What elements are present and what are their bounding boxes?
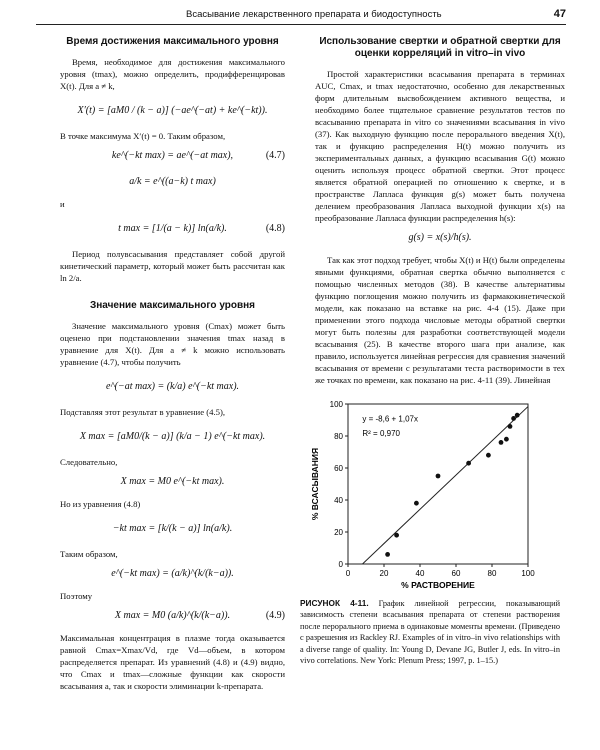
regression-equation: y = -8,6 + 1,07x — [362, 414, 418, 424]
paragraph: Подставляя этот результат в уравнение (4.5), — [60, 407, 226, 417]
data-point — [511, 416, 516, 421]
paragraph: и — [60, 199, 65, 209]
y-tick-label: 40 — [334, 496, 343, 505]
equation-4-8: t max = [1/(a − k)] ln(a/k). (4.8) — [118, 223, 285, 234]
y-tick-label: 80 — [334, 432, 343, 441]
y-tick-label: 100 — [329, 400, 343, 409]
equation-4-9: X max = M0 (a/k)^(k/(k−a)). (4.9) — [114, 610, 285, 621]
page-header — [36, 8, 566, 25]
figure-caption-text: График линейной регрессии, показывающий зависимость степени всасывания препарата от степени растворения после перорального приема в одинаковые моменты времени. (Приведено с разрешения из Rackley RJ. Examples of in vitro–in vivo relationships with a diverse range of quality. In: Young D, Devane JG, Butler J, eds. In vitro–in vivo correlations. New York: Plenum Press; 1997, p. 1–15.) — [300, 599, 561, 666]
page-number: 47 — [553, 8, 566, 20]
data-point — [436, 474, 441, 479]
data-point — [504, 437, 509, 442]
y-tick-label: 60 — [334, 464, 343, 473]
section-title-tmax: Время достижения максимального уровня — [66, 36, 279, 47]
right-column — [315, 28, 565, 386]
paragraph: Время, необходимое для достижения максимального уровня (tmax), можно определить, продифференцировав X(t). Для a ≠ k, — [60, 57, 285, 91]
equation: X max = M0 e^(−kt max). — [120, 476, 225, 487]
data-point — [385, 552, 390, 557]
equation: g(s) = x(s)/h(s). — [408, 232, 472, 243]
equation: X max = [aM0/(k − a)] (k/a − 1) e^(−kt max). — [79, 431, 266, 442]
data-point — [394, 533, 399, 538]
figure-caption — [300, 598, 560, 666]
paragraph: Период полувсасывания представляет собой другой кинетический параметр, который может быть рассчитан как ln 2/a. — [60, 249, 285, 283]
x-tick-label: 60 — [451, 569, 461, 578]
paragraph: Так как этот подход требует, чтобы X(t) и H(t) были определены явными функциями, обратная свертка обычно выполняется с помощью численных методов (38). В качестве альтернативы функцию поглощения можно получить из фармакокинетической модели, как показано на вставке на рис. 4-4 (15). Даже при применении этого подхода числовые методы обратной свертки могут быть полезны для разработки соответствующей модели всасывания (25). В качестве второго шага при анализе, как правило, используется линейная регрессия для сравнения значений всасывания от времени с результатами теста растворимости в тех же точках по времени, как показано на рис. 4-11 (39). Линейная — [315, 255, 565, 385]
scatter-chart — [300, 396, 540, 592]
left-column — [60, 28, 285, 692]
x-tick-label: 80 — [487, 569, 497, 578]
equation: X′(t) = [aM0 / (k − a)] (−ae^(−at) + ke^(−kt)). — [77, 105, 268, 116]
equation: a/k = e^((a−k) t max) — [129, 176, 216, 187]
x-tick-label: 40 — [415, 569, 425, 578]
data-point — [515, 413, 520, 418]
section-title-deconvolution: Использование свертки и обратной свертки для оценки корреляций in vitro–in vivo — [319, 36, 561, 59]
data-point — [499, 440, 504, 445]
equation-4-7: ke^(−kt max) = ae^(−at max), (4.7) — [111, 150, 285, 161]
figure-label: РИСУНОК 4-11. — [300, 598, 369, 608]
x-tick-label: 0 — [345, 569, 351, 578]
y-axis-label: % ВСАСЫВАНИЯ — [310, 447, 320, 521]
data-point — [466, 461, 471, 466]
paragraph: Но из уравнения (4.8) — [60, 499, 141, 509]
equation: e^(−kt max) = (a/k)^(k/(k−a)). — [111, 568, 234, 579]
data-point — [508, 424, 513, 429]
x-tick-label: 20 — [379, 569, 389, 578]
equation: e^(−at max) = (k/a) e^(−kt max). — [105, 381, 240, 392]
paragraph: Значение максимального уровня (Cmax) может быть оценено при подстановлении значения tmax назад в уравнение для X(t). Для a ≠ k можно использовать уравнение (4.7), чтобы получить — [60, 321, 285, 367]
paragraph: Таким образом, — [60, 549, 118, 559]
paragraph: Максимальная концентрация в плазме тогда оказывается равной Cmax=Xmax/Vd, где Vd—объем, в котором распределяется препарат. Из уравнений (4.8) и (4.9) видно, что Cmax и tmax—сложные функции как скорости всасывания a, так и скорости элиминации k-препарата. — [60, 633, 285, 691]
y-tick-label: 20 — [334, 528, 343, 537]
paragraph: Поэтому — [60, 591, 93, 601]
data-point — [414, 501, 419, 506]
r-squared-label: R² = 0,970 — [362, 429, 400, 438]
y-tick-label: 0 — [338, 560, 343, 569]
plot-frame — [348, 404, 528, 564]
paragraph: В точке максимума X′(t) = 0. Таким образом, — [60, 131, 226, 141]
section-title-cmax: Значение максимального уровня — [90, 300, 255, 311]
equation: −kt max = [k/(k − a)] ln(a/k). — [112, 523, 233, 534]
data-point — [486, 453, 491, 458]
x-axis-label: % РАСТВОРЕНИЕ — [401, 580, 475, 590]
paragraph: Следовательно, — [60, 457, 118, 467]
paragraph: Простой характеристики всасывания препарата в терминах AUC, Cmax, и tmax недостаточно, особенно для лекарственных форм длительным высвобождением активного вещества, и необходимо более тщательное сравнение результатов тестов по всасыванию препарата in vitro со значениями всасывания in vivo (37). Как выходную функцию после перорального введения X(t), так и функцию распределения H(t) можно получить из экспериментальных данных, а функцию всасывания G(t) можно оценить используя процесс обратной свертки. Этот процесс является обратной операцией по отношению к свертке, и в пространстве Лапласа функция g(s) может быть получена делением преобразования Лапласа выходной функции x(s) на преобразование Лапласа функции распределения h(s): — [315, 69, 565, 223]
running-title: Всасывание лекарственного препарата и биодоступность — [186, 9, 442, 20]
x-tick-label: 100 — [521, 569, 535, 578]
